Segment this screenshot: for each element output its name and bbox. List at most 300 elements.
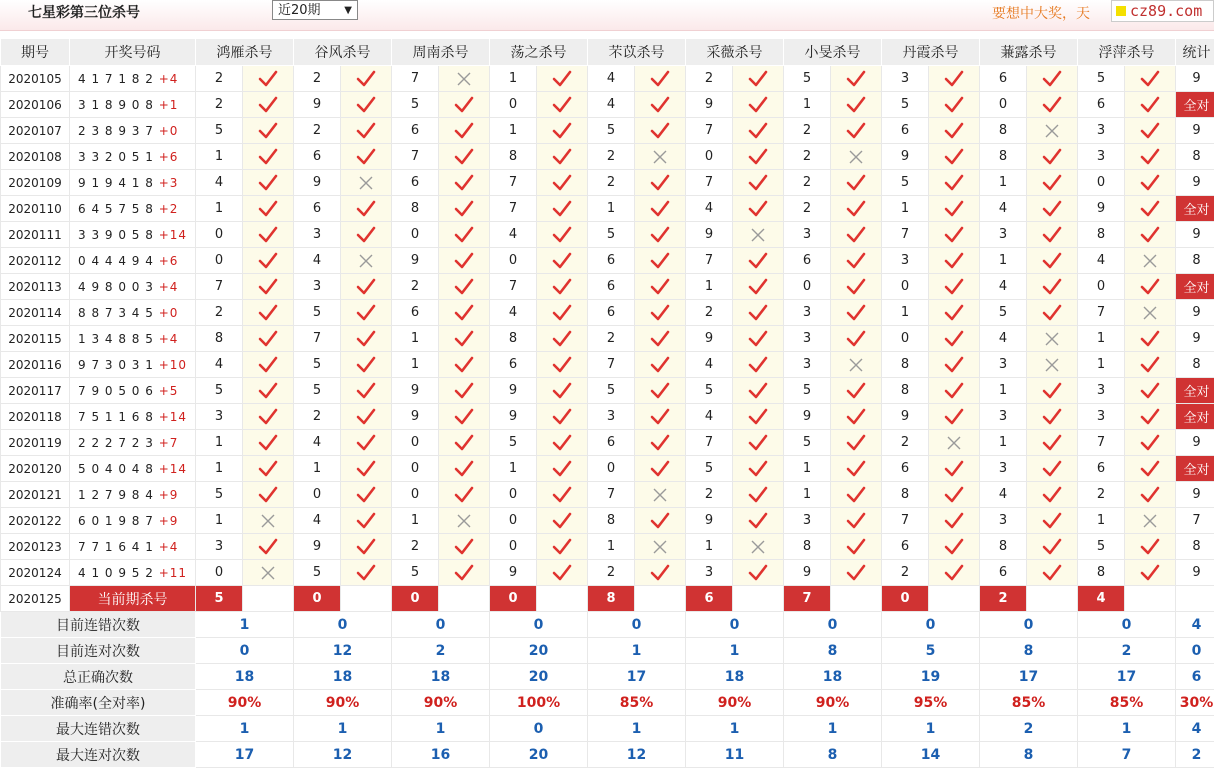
result-cell [341,404,392,430]
kill-number-cell: 1 [196,508,243,534]
result-cell [537,170,588,196]
check-icon [537,538,587,556]
result-cell [635,456,686,482]
check-icon [635,70,685,88]
kill-number-cell: 5 [196,118,243,144]
result-cell [537,508,588,534]
draw-cell [70,326,196,352]
current-stat-cell [1176,586,1214,612]
draw-bonus: +6 [159,254,179,268]
draw-cell [70,560,196,586]
kill-number-cell: 8 [882,352,929,378]
result-cell [929,170,980,196]
check-icon [929,356,979,374]
kill-number-cell: 0 [1078,274,1125,300]
result-cell [831,92,882,118]
draw-cell [70,508,196,534]
result-cell [341,352,392,378]
cross-icon [1027,123,1077,139]
result-cell [635,508,686,534]
summary-value: 1 [294,716,392,742]
result-cell [831,378,882,404]
check-icon [1027,564,1077,582]
check-icon [831,200,881,218]
result-cell [635,196,686,222]
table-row [1,196,1214,222]
summary-value: 1 [686,716,784,742]
result-cell [1125,222,1176,248]
check-icon [243,226,293,244]
kill-number-cell: 2 [882,430,929,456]
kill-number-cell: 6 [490,352,537,378]
kill-number-cell: 8 [784,534,831,560]
check-icon [537,200,587,218]
result-cell [341,196,392,222]
summary-value: 18 [392,664,490,690]
result-cell [1125,144,1176,170]
kill-number-cell: 2 [686,300,733,326]
result-cell [341,508,392,534]
header-stat: 统计 [1176,39,1214,66]
draw-numbers: 9 1 9 4 1 8 [78,176,154,190]
result-cell [243,118,294,144]
summary-value: 0 [490,716,588,742]
period-cell: 2020115 [1,326,70,352]
result-cell [1027,300,1078,326]
current-kill-number: 0 [490,586,537,612]
check-icon [733,200,783,218]
check-icon [1125,148,1175,166]
kill-number-cell: 6 [882,456,929,482]
summary-value: 1 [1078,716,1176,742]
kill-number-cell: 3 [196,404,243,430]
check-icon [1125,96,1175,114]
result-cell [733,118,784,144]
cross-icon [243,513,293,529]
kill-number-cell: 1 [392,352,439,378]
check-icon [929,330,979,348]
check-icon [1125,330,1175,348]
kill-number-cell: 0 [490,534,537,560]
check-icon [635,356,685,374]
result-cell [1125,508,1176,534]
result-cell [733,144,784,170]
result-cell [537,144,588,170]
table-row [1,430,1214,456]
result-cell [1125,352,1176,378]
result-cell [537,118,588,144]
result-cell [1125,560,1176,586]
kill-number-cell: 7 [882,508,929,534]
kill-number-cell: 9 [882,404,929,430]
check-icon [733,174,783,192]
result-cell [537,560,588,586]
kill-number-cell: 1 [392,326,439,352]
summary-value: 7 [1078,742,1176,768]
result-cell [341,456,392,482]
kill-number-cell: 7 [686,430,733,456]
kill-number-cell: 2 [784,170,831,196]
check-icon [929,486,979,504]
check-icon [733,148,783,166]
kill-number-cell: 6 [980,66,1027,92]
check-icon [341,122,391,140]
table-row [1,508,1214,534]
stat-cell: 9 [1176,482,1214,508]
kill-number-cell: 2 [784,144,831,170]
check-icon [537,278,587,296]
table-row [1,144,1214,170]
result-cell [341,118,392,144]
cross-icon [439,71,489,87]
result-cell [243,352,294,378]
summary-value: 18 [686,664,784,690]
draw-cell [70,534,196,560]
kill-number-cell: 6 [294,144,341,170]
result-cell [929,534,980,560]
draw-numbers: 7 9 0 5 0 6 [78,384,154,398]
kill-number-cell: 5 [980,300,1027,326]
check-icon [733,356,783,374]
check-icon [439,252,489,270]
result-cell [831,144,882,170]
summary-value: 5 [882,638,980,664]
promo-text[interactable]: 要想中大奖，天 [992,3,1090,23]
result-cell [929,92,980,118]
kill-number-cell: 7 [196,274,243,300]
check-icon [1027,148,1077,166]
check-icon [929,460,979,478]
site-logo[interactable] [1111,0,1214,22]
table-row [1,248,1214,274]
kill-number-cell: 2 [784,118,831,144]
kill-number-cell: 0 [490,482,537,508]
header-expert: 谷风杀号 [294,39,392,66]
result-cell [1125,326,1176,352]
cross-icon [1125,513,1175,529]
summary-label: 总正确次数 [1,664,196,690]
result-cell [439,378,490,404]
check-icon [1027,252,1077,270]
kill-number-cell: 2 [196,300,243,326]
check-icon [243,148,293,166]
kill-number-cell: 4 [294,508,341,534]
result-cell [1027,66,1078,92]
summary-value: 0 [882,612,980,638]
kill-number-cell: 4 [980,326,1027,352]
result-cell [243,456,294,482]
check-icon [439,382,489,400]
table-row [1,326,1214,352]
kill-number-cell: 7 [1078,430,1125,456]
kill-number-cell: 2 [588,144,635,170]
kill-number-cell: 5 [1078,66,1125,92]
check-icon [537,382,587,400]
result-cell [635,430,686,456]
kill-number-cell: 1 [294,456,341,482]
kill-number-cell: 7 [588,352,635,378]
draw-cell [70,118,196,144]
result-cell [1027,534,1078,560]
check-icon [733,122,783,140]
result-cell [243,92,294,118]
check-icon [243,252,293,270]
check-icon [243,408,293,426]
summary-value: 0 [392,612,490,638]
check-icon [635,304,685,322]
check-icon [537,486,587,504]
check-icon [1125,382,1175,400]
kill-number-cell: 1 [784,92,831,118]
check-icon [537,356,587,374]
kill-number-cell: 6 [1078,456,1125,482]
kill-number-cell: 1 [784,482,831,508]
draw-numbers: 3 1 8 9 0 8 [78,98,154,112]
kill-number-cell: 9 [686,222,733,248]
result-cell [1027,92,1078,118]
result-cell [537,222,588,248]
kill-number-cell: 1 [196,144,243,170]
kill-number-cell: 9 [686,326,733,352]
check-icon [733,382,783,400]
result-cell [1125,430,1176,456]
check-icon [1027,408,1077,426]
summary-stat: 2 [1176,742,1214,768]
stat-cell: 9 [1176,66,1214,92]
result-cell [733,456,784,482]
kill-number-cell: 1 [1078,352,1125,378]
result-cell [831,248,882,274]
current-kill-label: 当前期杀号 [70,586,196,612]
header-expert: 蒹露杀号 [980,39,1078,66]
result-cell [439,404,490,430]
result-cell [243,508,294,534]
check-icon [243,356,293,374]
summary-stat: 6 [1176,664,1214,690]
kill-number-cell: 2 [392,274,439,300]
summary-row [1,742,1214,768]
kill-number-cell: 9 [294,170,341,196]
current-empty-cell [341,586,392,612]
check-icon [635,382,685,400]
kill-number-cell: 0 [882,326,929,352]
check-icon [1027,278,1077,296]
current-empty-cell [635,586,686,612]
kill-number-cell: 2 [588,326,635,352]
kill-number-cell: 2 [882,560,929,586]
draw-numbers: 1 3 4 8 8 5 [78,332,154,346]
check-icon [537,460,587,478]
period-range-select[interactable] [272,0,358,20]
table-row [1,222,1214,248]
kill-number-cell: 9 [490,404,537,430]
kill-number-cell: 7 [392,144,439,170]
current-empty-cell [243,586,294,612]
period-cell: 2020124 [1,560,70,586]
kill-number-cell: 5 [196,378,243,404]
kill-number-cell: 3 [980,404,1027,430]
result-cell [929,66,980,92]
header-expert: 荡之杀号 [490,39,588,66]
check-icon [929,174,979,192]
check-icon [243,122,293,140]
check-icon [831,278,881,296]
kill-number-cell: 3 [980,352,1027,378]
current-kill-number: 4 [1078,586,1125,612]
summary-value: 0 [1078,612,1176,638]
summary-value: 16 [392,742,490,768]
result-cell [1027,352,1078,378]
draw-bonus: +4 [159,540,179,554]
result-cell [831,66,882,92]
result-cell [537,326,588,352]
kill-number-cell: 4 [294,430,341,456]
period-cell: 2020105 [1,66,70,92]
result-cell [439,248,490,274]
kill-number-cell: 3 [980,456,1027,482]
cross-icon [439,513,489,529]
period-cell: 2020109 [1,170,70,196]
header-expert: 周南杀号 [392,39,490,66]
current-empty-cell [1027,586,1078,612]
kill-number-cell: 6 [294,196,341,222]
check-icon [831,122,881,140]
check-icon [439,460,489,478]
cross-icon [733,227,783,243]
check-icon [1125,356,1175,374]
kill-number-cell: 5 [196,482,243,508]
result-cell [439,508,490,534]
header-draw: 开奖号码 [70,39,196,66]
result-cell [243,326,294,352]
check-icon [243,96,293,114]
result-cell [733,222,784,248]
kill-number-cell: 5 [686,456,733,482]
summary-value: 90% [294,690,392,716]
result-cell [439,118,490,144]
summary-value: 2 [980,716,1078,742]
kill-number-cell: 9 [882,144,929,170]
check-icon [341,304,391,322]
check-icon [831,408,881,426]
summary-value: 11 [686,742,784,768]
table-row [1,300,1214,326]
period-cell: 2020117 [1,378,70,404]
result-cell [831,430,882,456]
kill-number-cell: 0 [490,248,537,274]
check-icon [537,408,587,426]
result-cell [341,66,392,92]
stat-cell: 9 [1176,222,1214,248]
kill-number-cell: 4 [1078,248,1125,274]
result-cell [439,534,490,560]
result-cell [831,118,882,144]
check-icon [341,330,391,348]
result-cell [929,482,980,508]
stat-cell: 9 [1176,300,1214,326]
summary-value: 90% [392,690,490,716]
period-range-value: 近20期 [278,3,321,18]
summary-value: 17 [1078,664,1176,690]
result-cell [635,560,686,586]
result-cell [243,482,294,508]
current-kill-number: 0 [882,586,929,612]
kill-number-cell: 9 [294,92,341,118]
check-icon [831,226,881,244]
check-icon [439,174,489,192]
result-cell [537,352,588,378]
result-cell [341,222,392,248]
kill-number-cell: 2 [1078,482,1125,508]
check-icon [1125,538,1175,556]
summary-label: 最大连错次数 [1,716,196,742]
result-cell [831,508,882,534]
result-cell [733,300,784,326]
summary-value: 95% [882,690,980,716]
check-icon [439,330,489,348]
result-cell [439,300,490,326]
table-row [1,118,1214,144]
kill-number-cell: 5 [784,430,831,456]
check-icon [929,512,979,530]
kill-number-cell: 4 [490,222,537,248]
result-cell [243,378,294,404]
check-icon [733,460,783,478]
draw-bonus: +14 [159,410,187,424]
period-cell: 2020118 [1,404,70,430]
result-cell [243,66,294,92]
result-cell [439,326,490,352]
check-icon [1125,460,1175,478]
kill-number-cell: 4 [980,274,1027,300]
kill-number-cell: 0 [980,92,1027,118]
kill-number-cell: 0 [882,274,929,300]
draw-bonus: +14 [159,462,187,476]
kill-number-cell: 3 [294,222,341,248]
kill-number-table [0,38,1214,768]
kill-number-cell: 1 [196,196,243,222]
header-expert: 芣苡杀号 [588,39,686,66]
page-title: 七星彩第三位杀号 [28,2,140,22]
cross-icon [1125,305,1175,321]
draw-cell [70,248,196,274]
kill-number-cell: 7 [686,248,733,274]
check-icon [1027,486,1077,504]
kill-number-cell: 9 [392,378,439,404]
current-kill-number: 6 [686,586,733,612]
draw-cell [70,352,196,378]
kill-number-cell: 1 [882,300,929,326]
result-cell [929,404,980,430]
summary-value: 1 [196,612,294,638]
check-icon [635,278,685,296]
check-icon [341,148,391,166]
check-icon [635,512,685,530]
check-icon [733,278,783,296]
kill-number-cell: 1 [980,248,1027,274]
header-expert: 采薇杀号 [686,39,784,66]
result-cell [439,352,490,378]
draw-numbers: 8 8 7 3 4 5 [78,306,154,320]
table-row [1,560,1214,586]
check-icon [341,512,391,530]
draw-bonus: +10 [159,358,187,372]
result-cell [439,560,490,586]
check-icon [635,174,685,192]
draw-numbers: 6 0 1 9 8 7 [78,514,154,528]
result-cell [929,300,980,326]
kill-number-cell: 9 [784,404,831,430]
